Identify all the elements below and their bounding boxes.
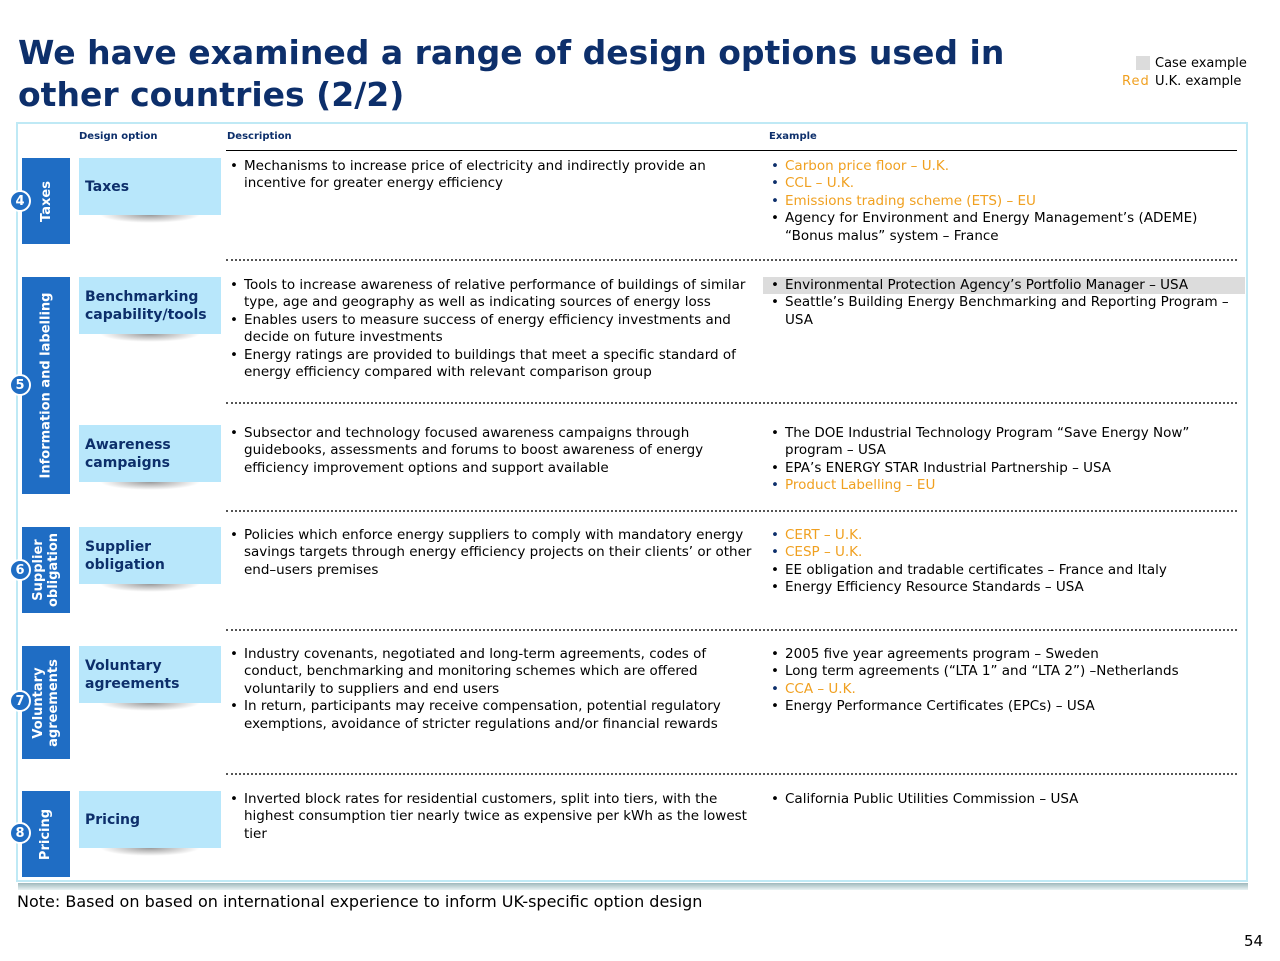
footnote: Note: Based on based on international experience to inform UK-specific option design xyxy=(17,892,703,911)
row-separator xyxy=(226,773,1237,775)
example-item-case: • Environmental Protection Agency’s Portfolio Manager – USA xyxy=(763,277,1245,294)
description-item: • Enables users to measure success of energy efficiency investments and decide on future investments xyxy=(228,312,762,347)
row-separator xyxy=(226,259,1237,261)
example-item-uk: • CCL – U.K. xyxy=(769,175,1239,192)
option-box-voluntary-agreements: Voluntary agreements xyxy=(79,646,221,703)
legend-case-row xyxy=(1122,54,1247,72)
group-number-badge: 8 xyxy=(9,822,31,844)
example-item: • 2005 five year agreements program – Sweden xyxy=(769,646,1239,663)
group-label: Voluntary agreements xyxy=(31,658,61,747)
option-box-taxes: Taxes xyxy=(79,158,221,215)
description-list-awareness xyxy=(228,425,762,477)
row-separator xyxy=(226,510,1237,512)
description-item: • Subsector and technology focused awareness campaigns through guidebooks, assessments and forums to boost awareness of energy efficiency improvement options and support available xyxy=(228,425,762,477)
table-frame-shadow xyxy=(18,883,1248,890)
option-box-supplier-obligation: Supplier obligation xyxy=(79,527,221,584)
group-number-badge: 5 xyxy=(9,374,31,396)
description-list-supplier-obligation xyxy=(228,527,762,579)
legend-uk-label: U.K. example xyxy=(1155,73,1242,89)
example-list-pricing xyxy=(769,791,1239,808)
legend-red-word: Red xyxy=(1122,73,1150,89)
row-separator xyxy=(226,402,1237,404)
example-item-uk: • CERT – U.K. xyxy=(769,527,1239,544)
example-item-uk: • CCA – U.K. xyxy=(769,681,1239,698)
option-box-shadow xyxy=(100,215,200,223)
option-box-shadow xyxy=(100,334,200,342)
example-item-uk: • Emissions trading scheme (ETS) – EU xyxy=(769,193,1239,210)
example-item: • The DOE Industrial Technology Program “Save Energy Now” program – USA xyxy=(769,425,1239,460)
legend xyxy=(1122,54,1247,90)
example-item: • Energy Efficiency Resource Standards – USA xyxy=(769,579,1239,596)
example-item: • EPA’s ENERGY STAR Industrial Partnership – USA xyxy=(769,460,1239,477)
description-item: • Energy ratings are provided to buildings that meet a specific standard of energy efficiency compared with relevant comparison group xyxy=(228,347,762,382)
option-box-shadow xyxy=(100,584,200,592)
group-label: Taxes xyxy=(38,180,54,222)
example-list-awareness xyxy=(769,425,1239,495)
example-item: • Energy Performance Certificates (EPCs) – USA xyxy=(769,698,1239,715)
group-number-badge: 4 xyxy=(9,190,31,212)
page-number: 54 xyxy=(1244,932,1264,950)
example-item-uk: • CESP – U.K. xyxy=(769,544,1239,561)
description-list-voluntary-agreements xyxy=(228,646,762,733)
example-item: • Long term agreements (“LTA 1” and “LTA 2”) –Netherlands xyxy=(769,663,1239,680)
option-box-shadow xyxy=(100,482,200,490)
description-item: • Inverted block rates for residential customers, split into tiers, with the highest consumption tier nearly twice as expensive per kWh as the lowest tier xyxy=(228,791,762,843)
example-item-uk: • Carbon price floor – U.K. xyxy=(769,158,1239,175)
example-item-uk: • Product Labelling – EU xyxy=(769,477,1239,494)
column-header-description: Description xyxy=(227,131,292,142)
description-item: • Policies which enforce energy suppliers to comply with mandatory energy savings targets through energy efficiency projects on their clients’ or other end–users premises xyxy=(228,527,762,579)
example-item: • California Public Utilities Commission – USA xyxy=(769,791,1239,808)
option-box-shadow xyxy=(100,848,200,856)
option-box-benchmarking: Benchmarking capability/tools xyxy=(79,277,221,334)
group-label: Supplier obligation xyxy=(31,532,62,608)
description-list-benchmarking xyxy=(228,277,762,381)
row-separator xyxy=(226,629,1237,631)
description-item: • Mechanisms to increase price of electricity and indirectly provide an incentive for greater energy efficiency xyxy=(228,158,762,193)
case-example-swatch xyxy=(1136,56,1150,70)
example-list-taxes xyxy=(769,158,1239,245)
page-title: We have examined a range of design options used in other countries (2/2) xyxy=(18,33,1005,114)
legend-case-label: Case example xyxy=(1155,55,1247,71)
example-list-voluntary-agreements xyxy=(769,646,1239,716)
group-number-badge: 7 xyxy=(9,690,31,712)
header-rule xyxy=(226,150,1237,151)
option-box-awareness: Awareness campaigns xyxy=(79,425,221,482)
example-item: • EE obligation and tradable certificates – France and Italy xyxy=(769,562,1239,579)
option-box-pricing: Pricing xyxy=(79,791,221,848)
description-item: • Industry covenants, negotiated and long-term agreements, codes of conduct, benchmarking and monitoring schemes which are offered voluntarily to suppliers and end users xyxy=(228,646,762,698)
option-box-shadow xyxy=(100,703,200,711)
example-item: • Seattle’s Building Energy Benchmarking and Reporting Program – USA xyxy=(769,294,1239,329)
column-header-option: Design option xyxy=(79,131,158,142)
description-list-pricing xyxy=(228,791,762,843)
description-item: • In return, participants may receive compensation, potential regulatory exemptions, avoidance of stricter regulations and/or financial rewards xyxy=(228,698,762,733)
group-label: Information and labelling xyxy=(38,292,54,479)
group-number-badge: 6 xyxy=(9,559,31,581)
description-list-taxes xyxy=(228,158,762,193)
description-item: • Tools to increase awareness of relative performance of buildings of similar type, age and geography as well as indicating sources of energy loss xyxy=(228,277,762,312)
legend-uk-row xyxy=(1122,72,1247,90)
example-list-benchmarking xyxy=(769,277,1239,329)
example-list-supplier-obligation xyxy=(769,527,1239,597)
example-item: • Agency for Environment and Energy Management’s (ADEME) “Bonus malus” system – France xyxy=(769,210,1239,245)
column-header-example: Example xyxy=(769,131,817,142)
group-label: Pricing xyxy=(38,808,54,860)
